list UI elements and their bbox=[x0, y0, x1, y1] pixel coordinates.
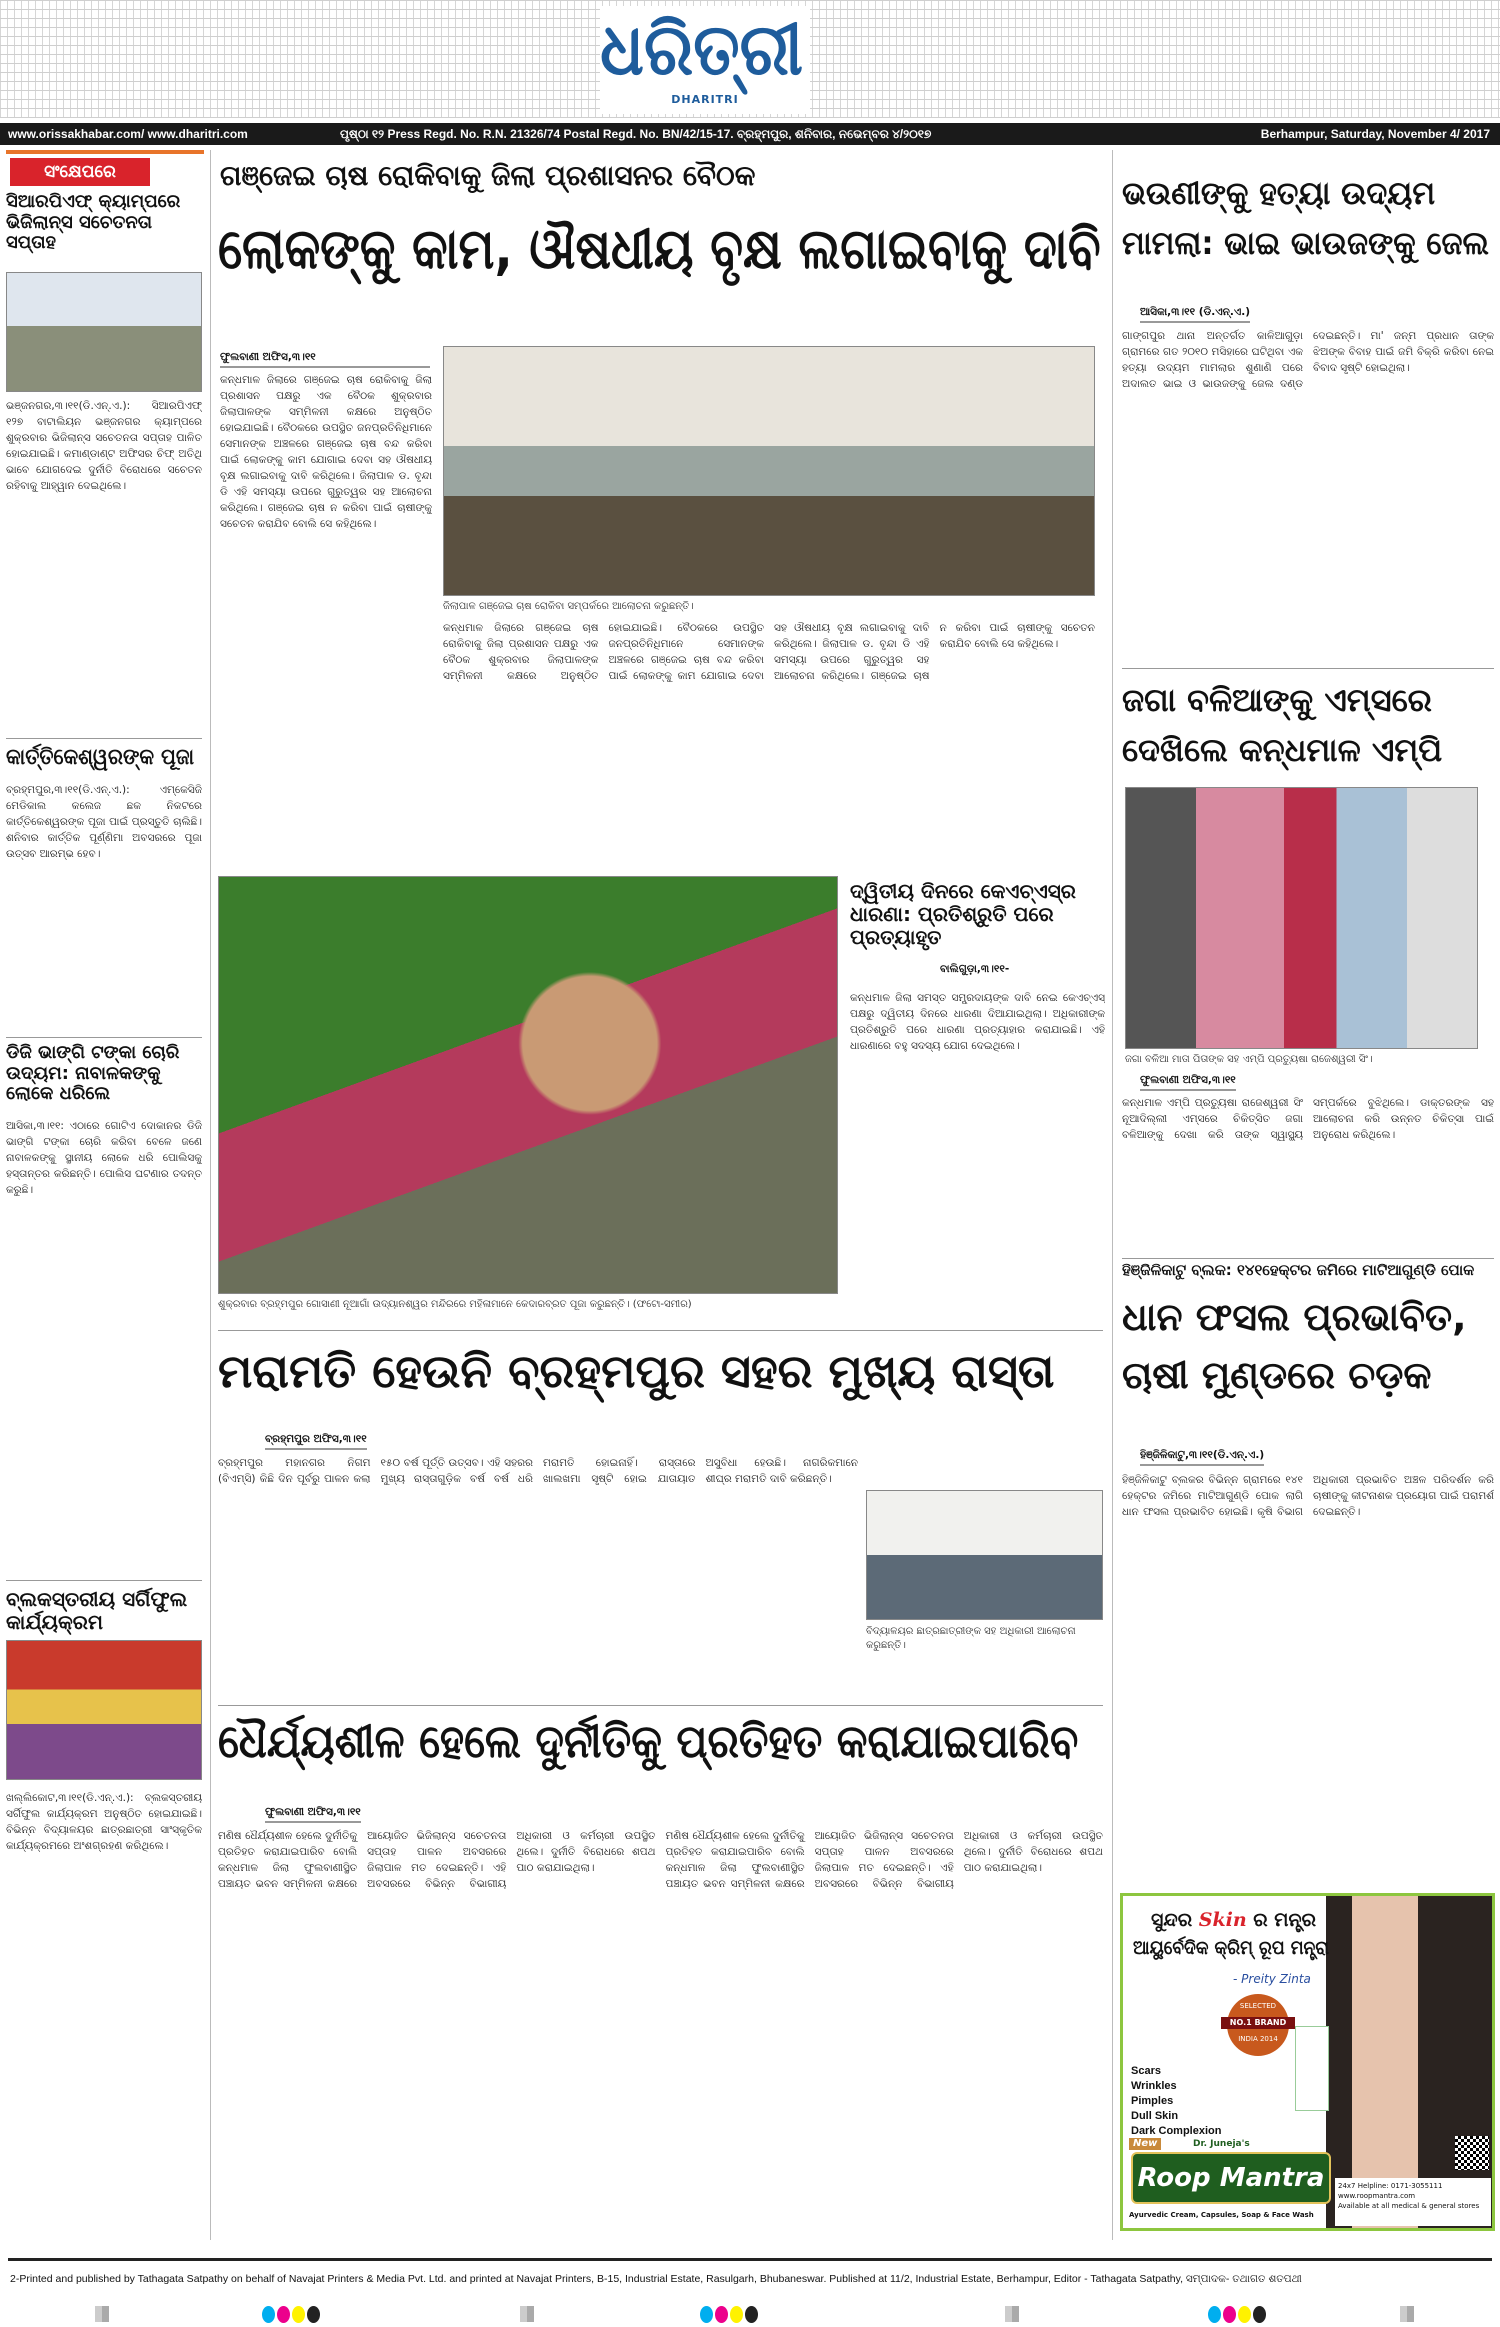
story-body: କନ୍ଧମାଳ ଏମ୍ପି ପ୍ରତ୍ୟୁଷା ରାଜେଶ୍ୱରୀ ସିଂ ନୂଆଦିଲ୍ଲୀ ଏମ୍ସରେ ଚିକିତ୍ସିତ ଜଗା ବଳିଆଙ୍କୁ ଦେଖା କରି ତାଙ୍କ ସ୍ୱାସ୍ଥ୍ୟ ସମ୍ପର୍କରେ ବୁଝିଥିଲେ। ଡାକ୍ତରଙ୍କ ସହ ଆଲୋଚନା କରି ଉନ୍ନତ ଚିକିତ୍ସା ପାଇଁ ଅନୁରୋଧ କରିଥିଲେ। bbox=[1122, 1097, 1494, 1141]
program-photo bbox=[6, 1640, 202, 1780]
byline: ବାଲିଗୁଡ଼ା,୩।୧୧- bbox=[940, 963, 1010, 975]
registration-mark bbox=[520, 2306, 534, 2322]
story-body: ବ୍ରହ୍ମପୁର ମହାନଗର ନିଗମ (ବିଏମ୍‌ସି) କିଛି ଦିନ ପୂର୍ବରୁ ପାଳନ କଲା ୧୫୦ ବର୍ଷ ପୂର୍ତ୍ତି ଉତ୍ସବ। ଏହି ସହରର ମୁଖ୍ୟ ରାସ୍ତାଗୁଡ଼ିକ ବର୍ଷ ବର୍ଷ ଧରି ମରାମତି ହୋଇନାହିଁ। ରାସ୍ତାରେ ଖାଲଖମା ସୃଷ୍ଟି ହୋଇ ଯାତାୟାତ ଅସୁବିଧା ହେଉଛି। ନାଗରିକମାନେ ଶୀଘ୍ର ମରାମତି ଦାବି କରିଛନ୍ତି। bbox=[218, 1457, 858, 1485]
roop-mantra-ad[interactable] bbox=[1120, 1893, 1495, 2231]
story-headline bbox=[1122, 1288, 1494, 1438]
section-label: ସଂକ୍ଷେପରେ bbox=[10, 158, 150, 186]
no1-brand-badge: SELECTED NO.1 BRAND INDIA 2014 bbox=[1227, 1994, 1289, 2056]
road-photo bbox=[866, 1490, 1103, 1620]
website-link[interactable]: www.orissakhabar.com/ www.dharitri.com bbox=[8, 127, 248, 141]
ad-contact: 24x7 Helpline: 0171-3055111 www.roopmantra.com Available at all medical & general stores bbox=[1335, 2178, 1491, 2226]
brief-body: ଖଲ୍ଲିକୋଟ,୩।୧୧(ଡି.ଏନ୍.ଏ.): ବ୍ଲକସ୍ତରୀୟ ସର୍ଗିଫୁଲ କାର୍ଯ୍ୟକ୍ରମ ଅନୁଷ୍ଠିତ ହୋଇଯାଇଛି। ବିଭିନ୍ନ ବିଦ୍ୟାଳୟର ଛାତ୍ରଛାତ୍ରୀ ସାଂସ୍କୃତିକ କାର୍ଯ୍ୟକ୍ରମରେ ଅଂଶଗ୍ରହଣ କରିଥିଲେ। bbox=[6, 1792, 202, 1852]
photo-caption-text: ଶୁକ୍ରବାର ବ୍ରହ୍ମପୁର ଗୋସାଣୀ ନୂଆଗାଁ ଉଦ୍ୟାନଶ୍ୱର ମନ୍ଦିରରେ ମହିଳାମାନେ କେଦାରବ୍ରତ ପୂଜା କରୁଛନ୍ତି। (ଫଟୋ-ସମୀର) bbox=[218, 1299, 692, 1310]
cmyk-color-bar bbox=[700, 2306, 760, 2327]
ad-brand-logo: Roop Mantra bbox=[1131, 2152, 1331, 2204]
photo-caption-text: ବିଦ୍ୟାଳୟର ଛାତ୍ରଛାତ୍ରୀଙ୍କ ସହ ଅଧିକାରୀ ଆଲୋଚନା କରୁଛନ୍ତି। bbox=[866, 1626, 1076, 1651]
photo-caption-text: ଜଗା ବଳିଆ ମାତା ପିତାଙ୍କ ସହ ଏମ୍ପି ପ୍ରତ୍ୟୁଷା ରାଜେଶ୍ୱରୀ ସିଂ। bbox=[1125, 1054, 1373, 1065]
brief-body: ବ୍ରହ୍ମପୁର,୩।୧୧(ଡି.ଏନ୍.ଏ.): ଏମ୍‌କେସିଜି ମେଡିକାଲ କଲେଜ ଛକ ନିକଟରେ କାର୍ତ୍ତିକେଶ୍ୱରଙ୍କ ପୂଜା ପାଇଁ ପ୍ରସ୍ତୁତି ଚାଲିଛି। ଶନିବାର କାର୍ତ୍ତିକ ପୂର୍ଣ୍ଣିମା ଅବସରରେ ପୂଜା ଉତ୍ସବ ଆରମ୍ଭ ହେବ। bbox=[6, 784, 202, 860]
brief-headline-text: କାର୍ତ୍ତିକେଶ୍ୱରଙ୍କ ପୂଜା bbox=[6, 745, 195, 770]
brief-headline-text: ଡିଜି ଭାଙ୍ଗି ଟଙ୍କା ଚୋରି ଉଦ୍ୟମ: ନାବାଳକଙ୍କୁ ଲୋକେ ଧରିଲେ bbox=[6, 1042, 180, 1105]
registration-info: ପୃଷ୍ଠା ୧୨ Press Regd. No. R.N. 21326/74 Postal Regd. No. BN/42/15-17. ବ୍ରହ୍ମପୁର, ଶନିବାର, ନଭେମ୍ବର ୪/୨୦୧୭ bbox=[340, 127, 932, 141]
byline: ଫୁଲବାଣୀ ଅଫିସ,୩।୧୧ bbox=[265, 1805, 361, 1823]
cmyk-color-bar bbox=[262, 2306, 322, 2327]
story-headline bbox=[1122, 675, 1494, 781]
ad-tagline: ସୁନ୍ଦର Skin ର ମନ୍ତ୍ର bbox=[1151, 1909, 1316, 1931]
photo-caption bbox=[866, 1625, 1103, 1695]
photo-caption bbox=[218, 1298, 838, 1326]
printer-imprint bbox=[10, 2272, 1490, 2288]
story-kicker-text: ଗଞ୍ଜେଇ ଚାଷ ରୋକିବାକୁ ଜିଲା ପ୍ରଶାସନର ବୈଠକ bbox=[220, 159, 756, 192]
logo-latin: DHARITRI bbox=[671, 93, 739, 106]
ad-maker: Dr. Juneja's bbox=[1193, 2139, 1250, 2149]
story-kicker bbox=[220, 160, 1100, 200]
story-kicker-text: ହିଞ୍ଜିଳିକାଟୁ ବ୍ଲକ: ୧୪୧ହେକ୍ଟର ଜମିରେ ମାଟିଆଗୁଣ୍ଡି ପୋକ bbox=[1122, 1261, 1475, 1279]
meeting-photo bbox=[443, 346, 1095, 596]
puja-photo bbox=[218, 876, 838, 1294]
product-tube bbox=[1295, 2026, 1329, 2111]
byline: ହିଞ୍ଜିଳିକାଟୁ,୩।୧୧(ଡି.ଏନ୍.ଏ.) bbox=[1140, 1448, 1264, 1466]
brief-body: ଭଞ୍ଜନଗର,୩।୧୧(ଡି.ଏନ୍.ଏ.): ସିଆରପିଏଫ୍ ୧୨୭ ବାଟାଲିୟନ ଭଞ୍ଜନଗର କ୍ୟାମ୍ପରେ ଶୁକ୍ରବାର ଭିଜିଲାନ୍ସ ସଚେତନତା ସପ୍ତାହ ପାଳିତ ହୋଇଯାଇଛି। କମାଣ୍ଡାଣ୍ଟ ଅଫିସର ଚିଫ୍ ଅତିଥି ଭାବେ ଯୋଗଦେଇ ଦୁର୍ନୀତି ବିରୋଧରେ ସଚେତନ ରହିବାକୁ ଆହ୍ୱାନ ଦେଇଥିଲେ। bbox=[6, 400, 202, 492]
crpf-photo bbox=[6, 272, 202, 392]
qr-code-icon bbox=[1455, 2136, 1489, 2170]
newspaper-logo bbox=[600, 6, 810, 114]
registration-mark bbox=[1005, 2306, 1019, 2322]
ad-products bbox=[1129, 2210, 1329, 2222]
story-headline bbox=[1122, 168, 1494, 296]
story-body: ଗାଙ୍ଗପୁର ଥାନା ଅନ୍ତର୍ଗତ କାଳିଆଗୁଡ଼ା ଗ୍ରାମରେ ଗତ ୨୦୧୦ ମସିହାରେ ଘଟିଥିବା ଏକ ହତ୍ୟା ଉଦ୍ୟମ ମାମଲାର ଶୁଣାଣି ପରେ ଅଦାଲତ ଭାଇ ଓ ଭାଉଜଙ୍କୁ ଜେଲ ଦଣ୍ଡ ଦେଇଛନ୍ତି। ମା' ଜନ୍ମ ପ୍ରଧାନ ତାଙ୍କ ଝିଅଙ୍କ ବିବାହ ପାଇଁ ଜମି ବିକ୍ରି କରିବା ନେଇ ବିବାଦ ସୃଷ୍ଟି ହୋଇଥିଲା। bbox=[1122, 330, 1494, 390]
ad-products-text: Ayurvedic Cream, Capsules, Soap & Face Wash bbox=[1129, 2211, 1314, 2219]
edition-date: Berhampur, Saturday, November 4/ 2017 bbox=[1260, 127, 1490, 141]
story-headline-text: ଭଉଣୀଙ୍କୁ ହତ୍ୟା ଉଦ୍ୟମ ମାମଲା: ଭାଇ ଭାଉଜଙ୍କୁ ଜେଲ bbox=[1122, 174, 1489, 262]
brief-headline-text: ବ୍ଲକସ୍ତରୀୟ ସର୍ଗିଫୁଲ କାର୍ଯ୍ୟକ୍ରମ bbox=[6, 1587, 188, 1634]
registration-mark bbox=[1400, 2306, 1414, 2322]
story-body: ହିଞ୍ଜିଳିକାଟୁ ବ୍ଲକର ବିଭିନ୍ନ ଗ୍ରାମରେ ୧୪୧ ହେକ୍ଟର ଜମିରେ ମାଟିଆଗୁଣ୍ଡି ପୋକ ଲାଗି ଧାନ ଫସଲ ପ୍ରଭାବିତ ହୋଇଛି। କୃଷି ବିଭାଗ ଅଧିକାରୀ ପ୍ରଭାବିତ ଅଞ୍ଚଳ ପରିଦର୍ଶନ କରି ଚାଷୀଙ୍କୁ କୀଟନାଶକ ପ୍ରୟୋଗ ପାଇଁ ପରାମର୍ଶ ଦେଇଛନ୍ତି। bbox=[1122, 1474, 1494, 1518]
brief-headline-text: ସିଆରପିଏଫ୍ କ୍ୟାମ୍ପରେ ଭିଜିଲାନ୍ସ ସଚେତନତା ସପ୍ତାହ bbox=[6, 191, 181, 254]
lead-headline-text: ଲୋକଙ୍କୁ କାମ, ଔଷଧୀୟ ବୃକ୍ଷ ଲଗାଇବାକୁ ଦାବି bbox=[218, 217, 1101, 282]
story-headline-text: ମରାମତି ହେଉନି ବ୍ରହ୍ମପୁର ସହର ମୁଖ୍ୟ ରାସ୍ତା bbox=[218, 1344, 1055, 1398]
brief-headline bbox=[6, 1043, 202, 1113]
photo-caption-text: ଜିଲାପାଳ ଗଞ୍ଜେଇ ଚାଷ ରୋକିବା ସମ୍ପର୍କରେ ଆଲୋଚନା କରୁଛନ୍ତି। bbox=[443, 601, 694, 612]
brief-headline bbox=[6, 1588, 202, 1636]
story-headline bbox=[218, 1345, 1103, 1425]
story-body: କନ୍ଧମାଳ ଜିଲା ସମସ୍ତ ସମ୍ପ୍ରଦାୟଙ୍କ ଦାବି ନେଇ କେଏଚ୍‌ଏସ୍ ପକ୍ଷରୁ ଦ୍ୱିତୀୟ ଦିନରେ ଧାରଣା ଦିଆଯାଇଥିଲା। ଅଧିକାରୀଙ୍କ ପ୍ରତିଶ୍ରୁତି ପରେ ଧାରଣା ପ୍ରତ୍ୟାହାର କରାଯାଇଛି। ଏହି ଧାରଣାରେ ବହୁ ସଦସ୍ୟ ଯୋଗ ଦେଇଥିଲେ। bbox=[850, 992, 1105, 1052]
ad-tagline bbox=[1133, 1938, 1333, 1964]
ad-new-label: New bbox=[1129, 2138, 1161, 2150]
ad-signature: - Preity Zinta bbox=[1233, 1972, 1311, 1986]
footer-rule bbox=[8, 2258, 1492, 2261]
story-headline-text: ଧାନ ଫସଲ ପ୍ରଭାବିତ, ଚାଷୀ ମୁଣ୍ଡରେ ଚଡ଼କ bbox=[1122, 1295, 1467, 1397]
story-body: କନ୍ଧମାଳ ଜିଲାରେ ଗଞ୍ଜେଇ ଚାଷ ରୋକିବାକୁ ଜିଲା ପ୍ରଶାସନ ପକ୍ଷରୁ ଏକ ବୈଠକ ଶୁକ୍ରବାର ଜିଲାପାଳଙ୍କ ସମ୍ମିଳନୀ କକ୍ଷରେ ଅନୁଷ୍ଠିତ ହୋଇଯାଇଛି। ବୈଠକରେ ଉପସ୍ଥିତ ଜନପ୍ରତିନିଧିମାନେ ସେମାନଙ୍କ ଅଞ୍ଚଳରେ ଗଞ୍ଜେଇ ଚାଷ ବନ୍ଦ କରିବା ପାଇଁ ଲୋକଙ୍କୁ କାମ ଯୋଗାଇ ଦେବା ସହ ଔଷଧୀୟ ବୃକ୍ଷ ଲଗାଇବାକୁ ଦାବି କରିଥିଲେ। ଜିଲାପାଳ ଡ. ବୃନ୍ଦା ଡି ଏହି ସମସ୍ୟା ଉପରେ ଗୁରୁତ୍ୱର ସହ ଆଲୋଚନା କରିଥିଲେ। ଗଞ୍ଜେଇ ଚାଷ ନ କରିବା ପାଇଁ ଚାଷୀଙ୍କୁ ସଚେତନ କରାଯିବ ବୋଲି ସେ କହିଥିଲେ। bbox=[443, 622, 1095, 682]
lead-headline bbox=[218, 210, 1103, 340]
byline: ଫୁଲବାଣୀ ଅଫିସ,୩।୧୧ bbox=[220, 350, 430, 368]
story-kicker bbox=[1122, 1262, 1494, 1282]
photo-caption bbox=[1125, 1053, 1478, 1069]
byline: ଆସିକା,୩।୧୧ (ଡି.ଏନ୍.ଏ.) bbox=[1140, 305, 1250, 323]
brief-body: ଆସିକା,୩।୧୧: ଏଠାରେ ଗୋଟିଏ ଦୋକାନର ଡିଜି ଭାଙ୍ଗି ଟଙ୍କା ଚୋରି କରିବା ବେଳେ ଜଣେ ନାବାଳକଙ୍କୁ ସ୍ଥାନୀୟ ଲୋକେ ଧରି ପୋଲିସକୁ ହସ୍ତାନ୍ତର କରିଛନ୍ତି। ପୋଲିସ ଘଟଣାର ତଦନ୍ତ କରୁଛି। bbox=[6, 1120, 202, 1196]
logo-wordmark bbox=[600, 6, 810, 92]
registration-mark bbox=[95, 2306, 109, 2322]
ad-tagline-text: ଆୟୁର୍ବେଦିକ କ୍ରିମ୍ ରୂପ ମନ୍ତ୍ରା bbox=[1133, 1937, 1330, 1959]
story-headline-text: ଜଗା ବଳିଆଙ୍କୁ ଏମ୍ସରେ ଦେଖିଲେ କନ୍ଧମାଳ ଏମ୍ପି bbox=[1122, 681, 1443, 769]
ad-benefit-list: Scars Wrinkles Pimples Dull Skin Dark Complexion bbox=[1131, 2065, 1222, 2137]
logo-wordmark-text: ଧରିତ୍ରୀ bbox=[600, 6, 804, 91]
section-rule bbox=[6, 150, 204, 154]
story-body: କନ୍ଧମାଳ ଜିଲାରେ ଗଞ୍ଜେଇ ଚାଷ ରୋକିବାକୁ ଜିଲା ପ୍ରଶାସନ ପକ୍ଷରୁ ଏକ ବୈଠକ ଶୁକ୍ରବାର ଜିଲାପାଳଙ୍କ ସମ୍ମିଳନୀ କକ୍ଷରେ ଅନୁଷ୍ଠିତ ହୋଇଯାଇଛି। ବୈଠକରେ ଉପସ୍ଥିତ ଜନପ୍ରତିନିଧିମାନେ ସେମାନଙ୍କ ଅଞ୍ଚଳରେ ଗଞ୍ଜେଇ ଚାଷ ବନ୍ଦ କରିବା ପାଇଁ ଲୋକଙ୍କୁ କାମ ଯୋଗାଇ ଦେବା ସହ ଔଷଧୀୟ ବୃକ୍ଷ ଲଗାଇବାକୁ ଦାବି କରିଥିଲେ। ଜିଲାପାଳ ଡ. ବୃନ୍ଦା ଡି ଏହି ସମସ୍ୟା ଉପରେ ଗୁରୁତ୍ୱର ସହ ଆଲୋଚନା କରିଥିଲେ। ଗଞ୍ଜେଇ ଚାଷ ନ କରିବା ପାଇଁ ଚାଷୀଙ୍କୁ ସଚେତନ କରାଯିବ ବୋଲି ସେ କହିଥିଲେ। bbox=[220, 374, 432, 530]
photo-caption bbox=[443, 600, 1095, 616]
story-headline-text: ଧୈର୍ଯ୍ୟଶୀଳ ହେଲେ ଦୁର୍ନୀତିକୁ ପ୍ରତିହତ କରାଯାଇପାରିବ bbox=[218, 1714, 1079, 1768]
story-headline bbox=[850, 880, 1105, 954]
story-headline-text: ଦ୍ୱିତୀୟ ଦିନରେ କେଏଚ୍‌ଏସ୍‌ର ଧାରଣା: ପ୍ରତିଶ୍ରୁତି ପରେ ପ୍ରତ୍ୟାହୃତ bbox=[850, 879, 1076, 949]
byline: ବ୍ରହ୍ମପୁର ଅଫିସ,୩।୧୧ bbox=[265, 1432, 367, 1450]
brief-headline bbox=[6, 745, 202, 777]
byline: ଫୁଲବାଣୀ ଅଫିସ,୩।୧୧ bbox=[1140, 1073, 1236, 1091]
story-body: ମଣିଷ ଧୈର୍ଯ୍ୟଶୀଳ ହେଲେ ଦୁର୍ନୀତିକୁ ପ୍ରତିହତ କରାଯାଇପାରିବ ବୋଲି କନ୍ଧମାଳ ଜିଲା ଫୁଲବାଣୀସ୍ଥିତ ପଞ୍ଚାୟତ ଭବନ ସମ୍ମିଳନୀ କକ୍ଷରେ ଆୟୋଜିତ ଭିଜିଲାନ୍ସ ସଚେତନତା ସପ୍ତାହ ପାଳନ ଅବସରରେ ଜିଲାପାଳ ମତ ଦେଇଛନ୍ତି। ଏହି ଅବସରରେ ବିଭିନ୍ନ ବିଭାଗୀୟ ଅଧିକାରୀ ଓ କର୍ମଚାରୀ ଉପସ୍ଥିତ ଥିଲେ। ଦୁର୍ନୀତି ବିରୋଧରେ ଶପଥ ପାଠ କରାଯାଇଥିଲା। ମଣିଷ ଧୈର୍ଯ୍ୟଶୀଳ ହେଲେ ଦୁର୍ନୀତିକୁ ପ୍ରତିହତ କରାଯାଇପାରିବ ବୋଲି କନ୍ଧମାଳ ଜିଲା ଫୁଲବାଣୀସ୍ଥିତ ପଞ୍ଚାୟତ ଭବନ ସମ୍ମିଳନୀ କକ୍ଷରେ ଆୟୋଜିତ ଭିଜିଲାନ୍ସ ସଚେତନତା ସପ୍ତାହ ପାଳନ ଅବସରରେ ଜିଲାପାଳ ମତ ଦେଇଛନ୍ତି। ଏହି ଅବସରରେ ବିଭିନ୍ନ ବିଭାଗୀୟ ଅଧିକାରୀ ଓ କର୍ମଚାରୀ ଉପସ୍ଥିତ ଥିଲେ। ଦୁର୍ନୀତି ବିରୋଧରେ ଶପଥ ପାଠ କରାଯାଇଥିଲା। bbox=[218, 1830, 1103, 1890]
mp-photo bbox=[1125, 787, 1478, 1049]
printer-imprint-text: 2-Printed and published by Tathagata Satpathy on behalf of Navajat Printers & Media Pvt. Ltd. and printed at Navajat Printers, B-15, Industrial Estate, Rasulgarh, Bhubaneswar. Published at 11/2, Industrial Estate, Berhampur, Editor - Tathagata Satpathy, ସମ୍ପାଦକ- ତଥାଗତ ଶତପଥୀ bbox=[10, 2273, 1302, 2285]
info-bar bbox=[0, 123, 1500, 145]
story-headline bbox=[218, 1715, 1103, 1795]
brief-headline bbox=[6, 192, 204, 268]
cmyk-color-bar bbox=[1208, 2306, 1268, 2327]
